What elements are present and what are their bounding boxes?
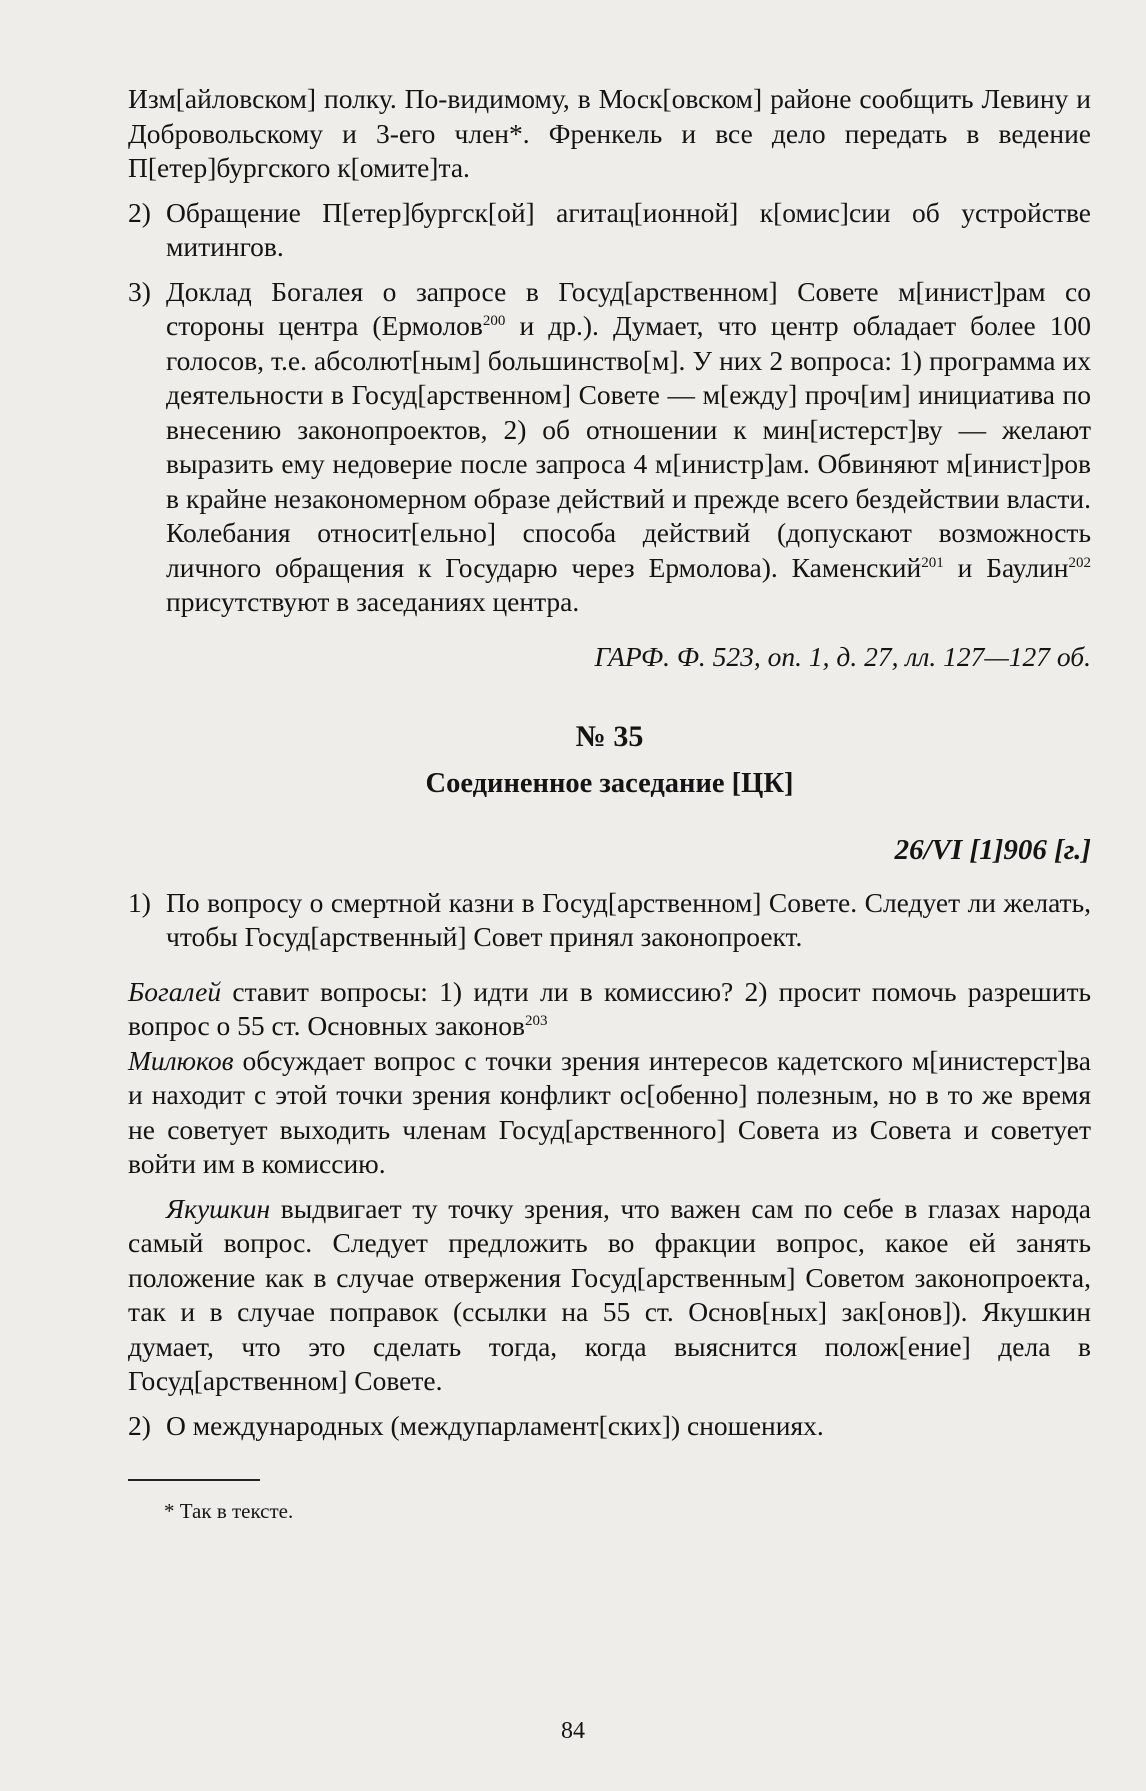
paragraph-milyukov <box>128 1044 1091 1182</box>
footnote-divider <box>128 1479 260 1481</box>
paragraph-yakushkin <box>128 1192 1091 1399</box>
agenda-item-1 <box>128 886 1091 955</box>
item-text: Обращение П[етер]бургск[ой] агитац[ионной] к[омис]сии об устройстве митингов. <box>166 196 1091 262</box>
item-text: По вопросу о смертной казни в Госуд[арственном] Совете. Следует ли желать, чтобы Госуд[арственный] Совет принял законопроект. <box>166 886 1091 952</box>
agenda-item-3 <box>128 275 1091 620</box>
footnote: * Так в тексте. <box>164 1499 294 1523</box>
item-number: 1) <box>128 886 151 918</box>
item-text-part: присутствуют в заседаниях центра. <box>166 586 580 617</box>
footnote-ref: 201 <box>921 554 944 571</box>
speaker-name: Якушкин <box>166 1192 271 1224</box>
document-title: Соединенное заседание [ЦК] <box>425 767 794 799</box>
paragraph-bogaley <box>128 975 1091 1044</box>
item-text-part: и Баулин <box>943 551 1069 583</box>
document-date: 26/VI [1]906 [г.] <box>894 834 1091 866</box>
continuation-paragraph: Изм[айловском] полку. По-видимому, в Моск[овском] районе сообщить Левину и Добровольскому и 3-его член*. Френкель и все дело передать в ведение П[етер]бургского к[омите]та. <box>128 83 1091 183</box>
speaker-name: Милюков <box>128 1044 234 1076</box>
item-text-part: Доклад Богалея о запросе в Госуд[арственном] Совете м[инист]рам со стороны центра (Ермолов <box>166 275 1091 341</box>
footnote-ref: 202 <box>1068 554 1091 571</box>
archive-source: ГАРФ. Ф. 523, оп. 1, д. 27, лл. 127—127 об. <box>594 640 1091 672</box>
agenda-item-2b <box>128 1409 1091 1444</box>
item-number: 2) <box>128 1409 151 1441</box>
item-text: О международных (междупарламент[ских]) сношениях. <box>166 1409 824 1441</box>
paragraph-text: обсуждает вопрос с точки зрения интересов кадетского м[инистерст]ва и находит с этой точки зрения конфликт ос[обенно] полезным, но в то же время не советует выходить членам Госуд[арственного] Совета из Совета и советует войти им в комиссию. <box>128 1044 1091 1179</box>
page-body <box>128 82 1091 1443</box>
agenda-item-2 <box>128 196 1091 265</box>
item-text-part: и др.). Думает, что центр обладает более 100 голосов, т.е. абсолют[ным] большинство[м]. У них 2 вопроса: 1) программа их деятельности в Госуд[арственном] Совете — м[ежду] проч[им] инициатива по внесению законопроектов, 2) об отношении к мин[истерст]ву — желают выразить ему недоверие после запроса 4 м[инистр]ам. Обвиняют м[инист]ров в крайне незакономерном образе действий и прежде всего бездействии власти. Колебания относит[ельно] способа действий (допускают возможность личного обращения к Государю через Ермолова). Каменский <box>166 310 1091 583</box>
item-number: 3) <box>128 275 151 307</box>
page-number: 84 <box>561 1718 585 1744</box>
document-number: № 35 <box>575 720 644 753</box>
footnote-ref: 203 <box>525 1012 548 1029</box>
item-number: 2) <box>128 196 151 228</box>
item-text <box>166 275 1091 620</box>
paragraph-text: выдвигает ту точку зрения, что важен сам по себе в глазах народа самый вопрос. Следует предложить во фракции вопрос, какое ей занять положение как в случае отвержения Госуд[арственным] Советом законопроекта, так и в случае поправок (ссылки на 55 ст. Основ[ных] зак[онов]). Якушкин думает, что это сделать тогда, когда выяснится полож[ение] дела в Госуд[арственном] Совете. <box>128 1192 1091 1396</box>
speaker-name: Богалей <box>128 975 222 1007</box>
paragraph-text: ставит вопросы: 1) идти ли в комиссию? 2) просит помочь разрешить вопрос о 55 ст. Основных законов <box>128 975 1091 1041</box>
footnote-ref: 200 <box>482 312 506 329</box>
